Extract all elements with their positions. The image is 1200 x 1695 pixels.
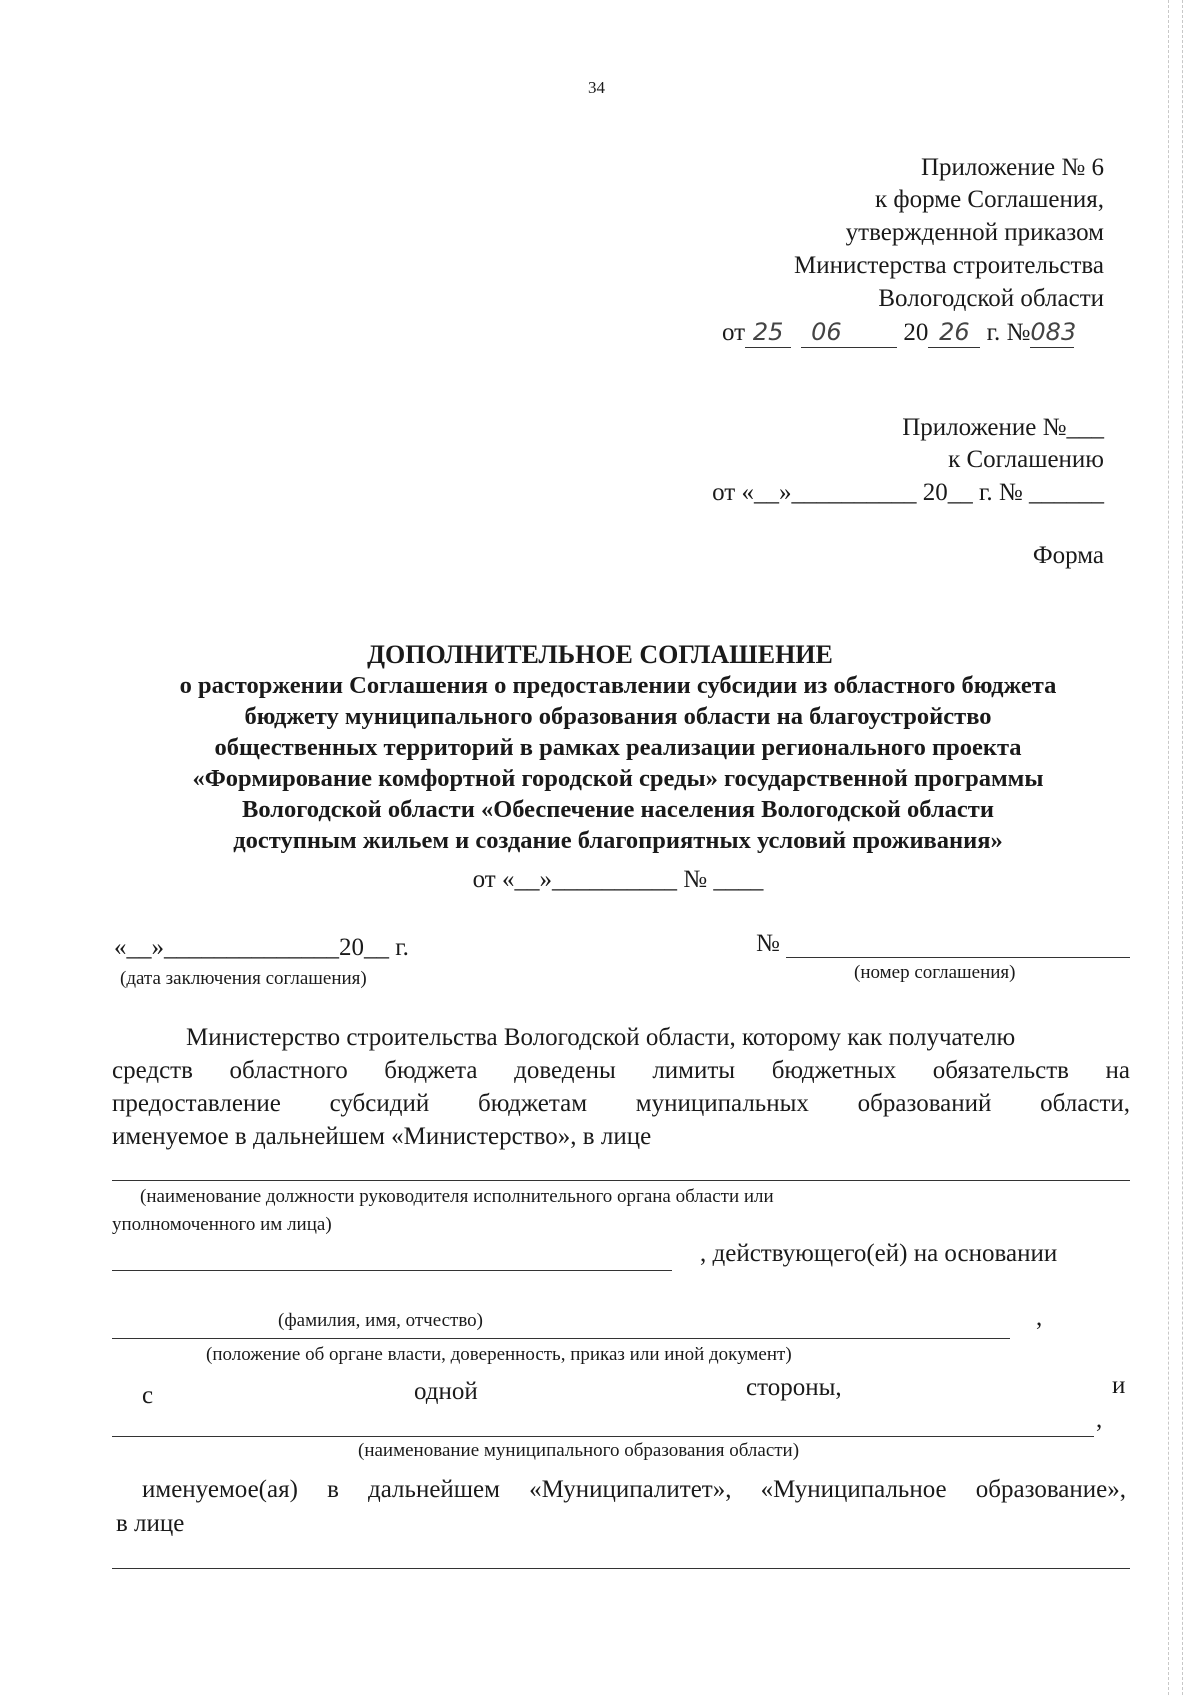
title-line-4: «Формирование комфортной городской среды» государственной программы xyxy=(192,765,1044,792)
document-caption: (положение об органе власти, доверенность, приказ или иной документ) xyxy=(206,1344,792,1365)
acting-basis-text: , действующего(ей) на основании xyxy=(700,1240,1058,1267)
agreement-number-line xyxy=(786,957,1130,958)
position-input-line xyxy=(112,1180,1130,1181)
annex-line-3: от «__»__________ 20__ г. № ______ xyxy=(712,479,1104,506)
handwritten-day: 25 xyxy=(752,318,784,346)
position-caption-line-1: (наименование должности руководителя исполнительного органа области или xyxy=(140,1186,774,1207)
body-p1-line-3: предоставление субсидий бюджетам муниципальных образований области, xyxy=(112,1090,1130,1117)
municipality-comma: , xyxy=(1096,1406,1103,1433)
document-comma: , xyxy=(1036,1304,1043,1331)
title-line-2: бюджету муниципального образования области на благоустройство xyxy=(244,703,992,730)
approval-line-4: Министерства строительства xyxy=(793,252,1104,279)
agreement-date-caption: (дата заключения соглашения) xyxy=(120,968,367,989)
page-number: 34 xyxy=(588,78,605,97)
approval-line-1: Приложение № 6 xyxy=(920,154,1104,181)
handwritten-number: 083 xyxy=(1030,318,1077,346)
title-date-line: от «__»__________ № ____ xyxy=(472,866,764,893)
approval-number-prefix: г. № xyxy=(986,319,1031,346)
annex-line-1: Приложение №___ xyxy=(902,414,1104,441)
approval-line-3: утвержденной приказом xyxy=(845,219,1104,246)
agreement-number-prefix: № xyxy=(756,930,780,957)
approval-date-prefix: от xyxy=(722,319,746,346)
document-title: ДОПОЛНИТЕЛЬНОЕ СОГЛАШЕНИЕ xyxy=(367,640,833,669)
approval-date-month xyxy=(801,318,897,348)
municipality-caption: (наименование муниципального образования области) xyxy=(358,1440,800,1461)
body-p1-line-1: Министерство строительства Вологодской области, которому как получателю xyxy=(186,1024,1016,1051)
handwritten-month: 06 xyxy=(811,318,842,346)
title-line-6: доступным жильем и создание благоприятных условий проживания» xyxy=(233,827,1003,854)
approval-line-2: к форме Соглашения, xyxy=(875,186,1104,213)
approval-date-day xyxy=(745,318,791,348)
side-parties-word: стороны, xyxy=(746,1374,842,1401)
fio-input-line xyxy=(112,1270,672,1271)
side-one-word: одной xyxy=(414,1378,478,1405)
municipality-input-line xyxy=(112,1436,1094,1437)
body-p1-line-4: именуемое в дальнейшем «Министерство», в лице xyxy=(112,1123,652,1150)
body-p2-line-1: именуемое(ая) в дальнейшем «Муниципалитет», «Муниципальное образование», xyxy=(142,1476,1126,1503)
document-input-line xyxy=(112,1338,1010,1339)
approval-year-suffix xyxy=(928,318,980,348)
handwritten-year: 26 xyxy=(939,318,970,346)
fio-caption: (фамилия, имя, отчество) xyxy=(278,1310,484,1331)
body-p2-line-2: в лице xyxy=(116,1510,185,1537)
approval-line-5: Вологодской области xyxy=(878,285,1104,312)
side-c-word: с xyxy=(142,1382,154,1409)
title-line-1: о расторжении Соглашения о предоставлении субсидии из областного бюджета xyxy=(179,672,1057,699)
agreement-number-caption: (номер соглашения) xyxy=(854,962,1016,983)
title-line-5: Вологодской области «Обеспечение населения Вологодской области xyxy=(242,796,994,823)
approval-year-prefix: 20 xyxy=(903,319,929,346)
approval-number xyxy=(1030,318,1077,348)
representative-input-line xyxy=(112,1568,1130,1569)
body-p1-line-2: средств областного бюджета доведены лимиты бюджетных обязательств на xyxy=(112,1057,1130,1084)
form-label: Форма xyxy=(1032,542,1104,569)
title-line-3: общественных территорий в рамках реализации регионального проекта xyxy=(214,734,1022,761)
approval-date-row xyxy=(722,318,1077,348)
agreement-date-field: «__»______________20__ г. xyxy=(114,934,409,961)
annex-line-2: к Соглашению xyxy=(948,446,1104,473)
side-and-word: и xyxy=(1112,1372,1126,1399)
position-caption-line-2: уполномоченного им лица) xyxy=(112,1214,332,1235)
